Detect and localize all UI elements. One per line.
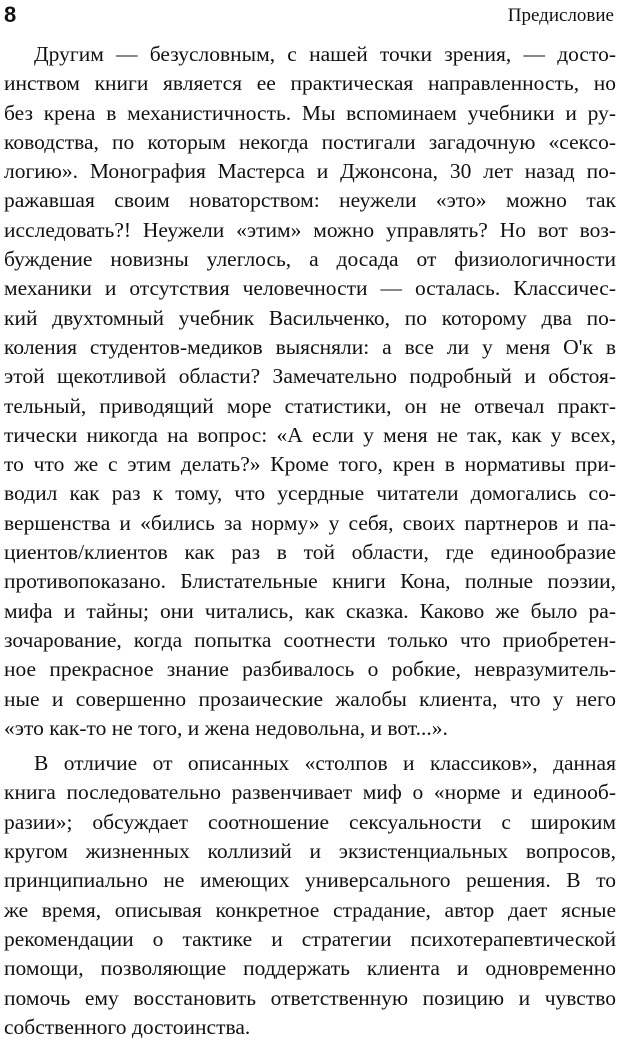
- text-line: циентов/клиентов как раз в той области, где единообразие: [4, 540, 616, 565]
- text-line: зочарование, когда попытка соотнести только что приобретен-: [4, 627, 616, 652]
- text-line: водил как раз к тому, что усердные читатели домогались со-: [4, 481, 616, 506]
- text-line: ное прекрасное знание разбивалось о робкие, невразумитель-: [4, 657, 616, 682]
- text-line: мифа и тайны; они читались, как сказка. Каково же было ра-: [4, 598, 616, 623]
- text-line: Другим — безусловным, с нашей точки зрения, — досто-: [34, 42, 616, 66]
- paragraph: [0, 40, 620, 743]
- text-line: же время, описывая конкретное страдание, автор дает ясные: [4, 897, 616, 922]
- paragraph: [0, 749, 620, 1042]
- text-line: В отличие от описанных «столпов и классиков», данная: [34, 751, 616, 776]
- body-text: [0, 40, 620, 1042]
- text-line: книга последовательно развенчивает миф о «норме и единооб-: [4, 780, 616, 805]
- text-line: ные и совершенно прозаические жалобы клиента, что у него: [4, 686, 616, 711]
- text-line: ководства, по которым некогда постигали загадочную «сексо-: [4, 129, 616, 154]
- text-line: без крена в механистичность. Мы вспоминаем учебники и ру-: [4, 100, 616, 125]
- text-line: помочь ему восстановить ответственную позицию и чувство: [4, 985, 616, 1010]
- text-line: «это как-то не того, и жена недовольна, и вот...».: [4, 715, 448, 740]
- text-line: тически никогда на вопрос: «А если у меня не так, как у всех,: [4, 422, 616, 447]
- text-line: механики и отсутствия человечности — осталась. Классичес-: [4, 276, 616, 301]
- text-line: инством книги является ее практическая направленность, но: [4, 71, 616, 96]
- text-line: кий двухтомный учебник Васильченко, по которому два по-: [4, 305, 616, 330]
- text-line: ражавшая своим новаторством: неужели «это» можно так: [4, 188, 616, 213]
- text-line: рекомендации о тактике и стратегии психотерапевтической: [4, 926, 616, 951]
- text-line: коления студентов-медиков выясняли: а все ли у меня О'к в: [4, 334, 616, 359]
- text-line: то что же с этим делать?» Кроме того, крен в нормативы при-: [4, 452, 616, 477]
- text-line: исследовать?! Неужели «этим» можно управлять? Но вот воз-: [4, 217, 616, 242]
- text-line: противопоказано. Блистательные книги Кона, полные поэзии,: [4, 569, 616, 594]
- text-line: разии»; обсуждает соотношение сексуальности с широким: [4, 809, 616, 834]
- text-line: этой щекотливой области? Замечательно подробный и обстоя-: [4, 364, 616, 389]
- text-line: буждение новизны улеглось, а досада от физиологичности: [4, 247, 616, 272]
- text-line: логию». Монография Мастерса и Джонсона, 30 лет назад по-: [4, 159, 616, 184]
- text-line: помощи, позволяющие поддержать клиента и одновременно: [4, 956, 616, 981]
- text-line: тельный, приводящий море статистики, он не отвечал практ-: [4, 393, 616, 418]
- text-line: собственного достоинства.: [4, 1014, 251, 1039]
- running-head: Предисловие: [507, 5, 614, 26]
- text-line: кругом жизненных коллизий и экзистенциальных вопросов,: [4, 839, 616, 864]
- text-line: вершенства и «бились за норму» у себя, своих партнеров и па-: [4, 510, 616, 535]
- page-number: 8: [4, 2, 17, 27]
- text-line: принципиально не имеющих универсального решения. В то: [4, 868, 616, 893]
